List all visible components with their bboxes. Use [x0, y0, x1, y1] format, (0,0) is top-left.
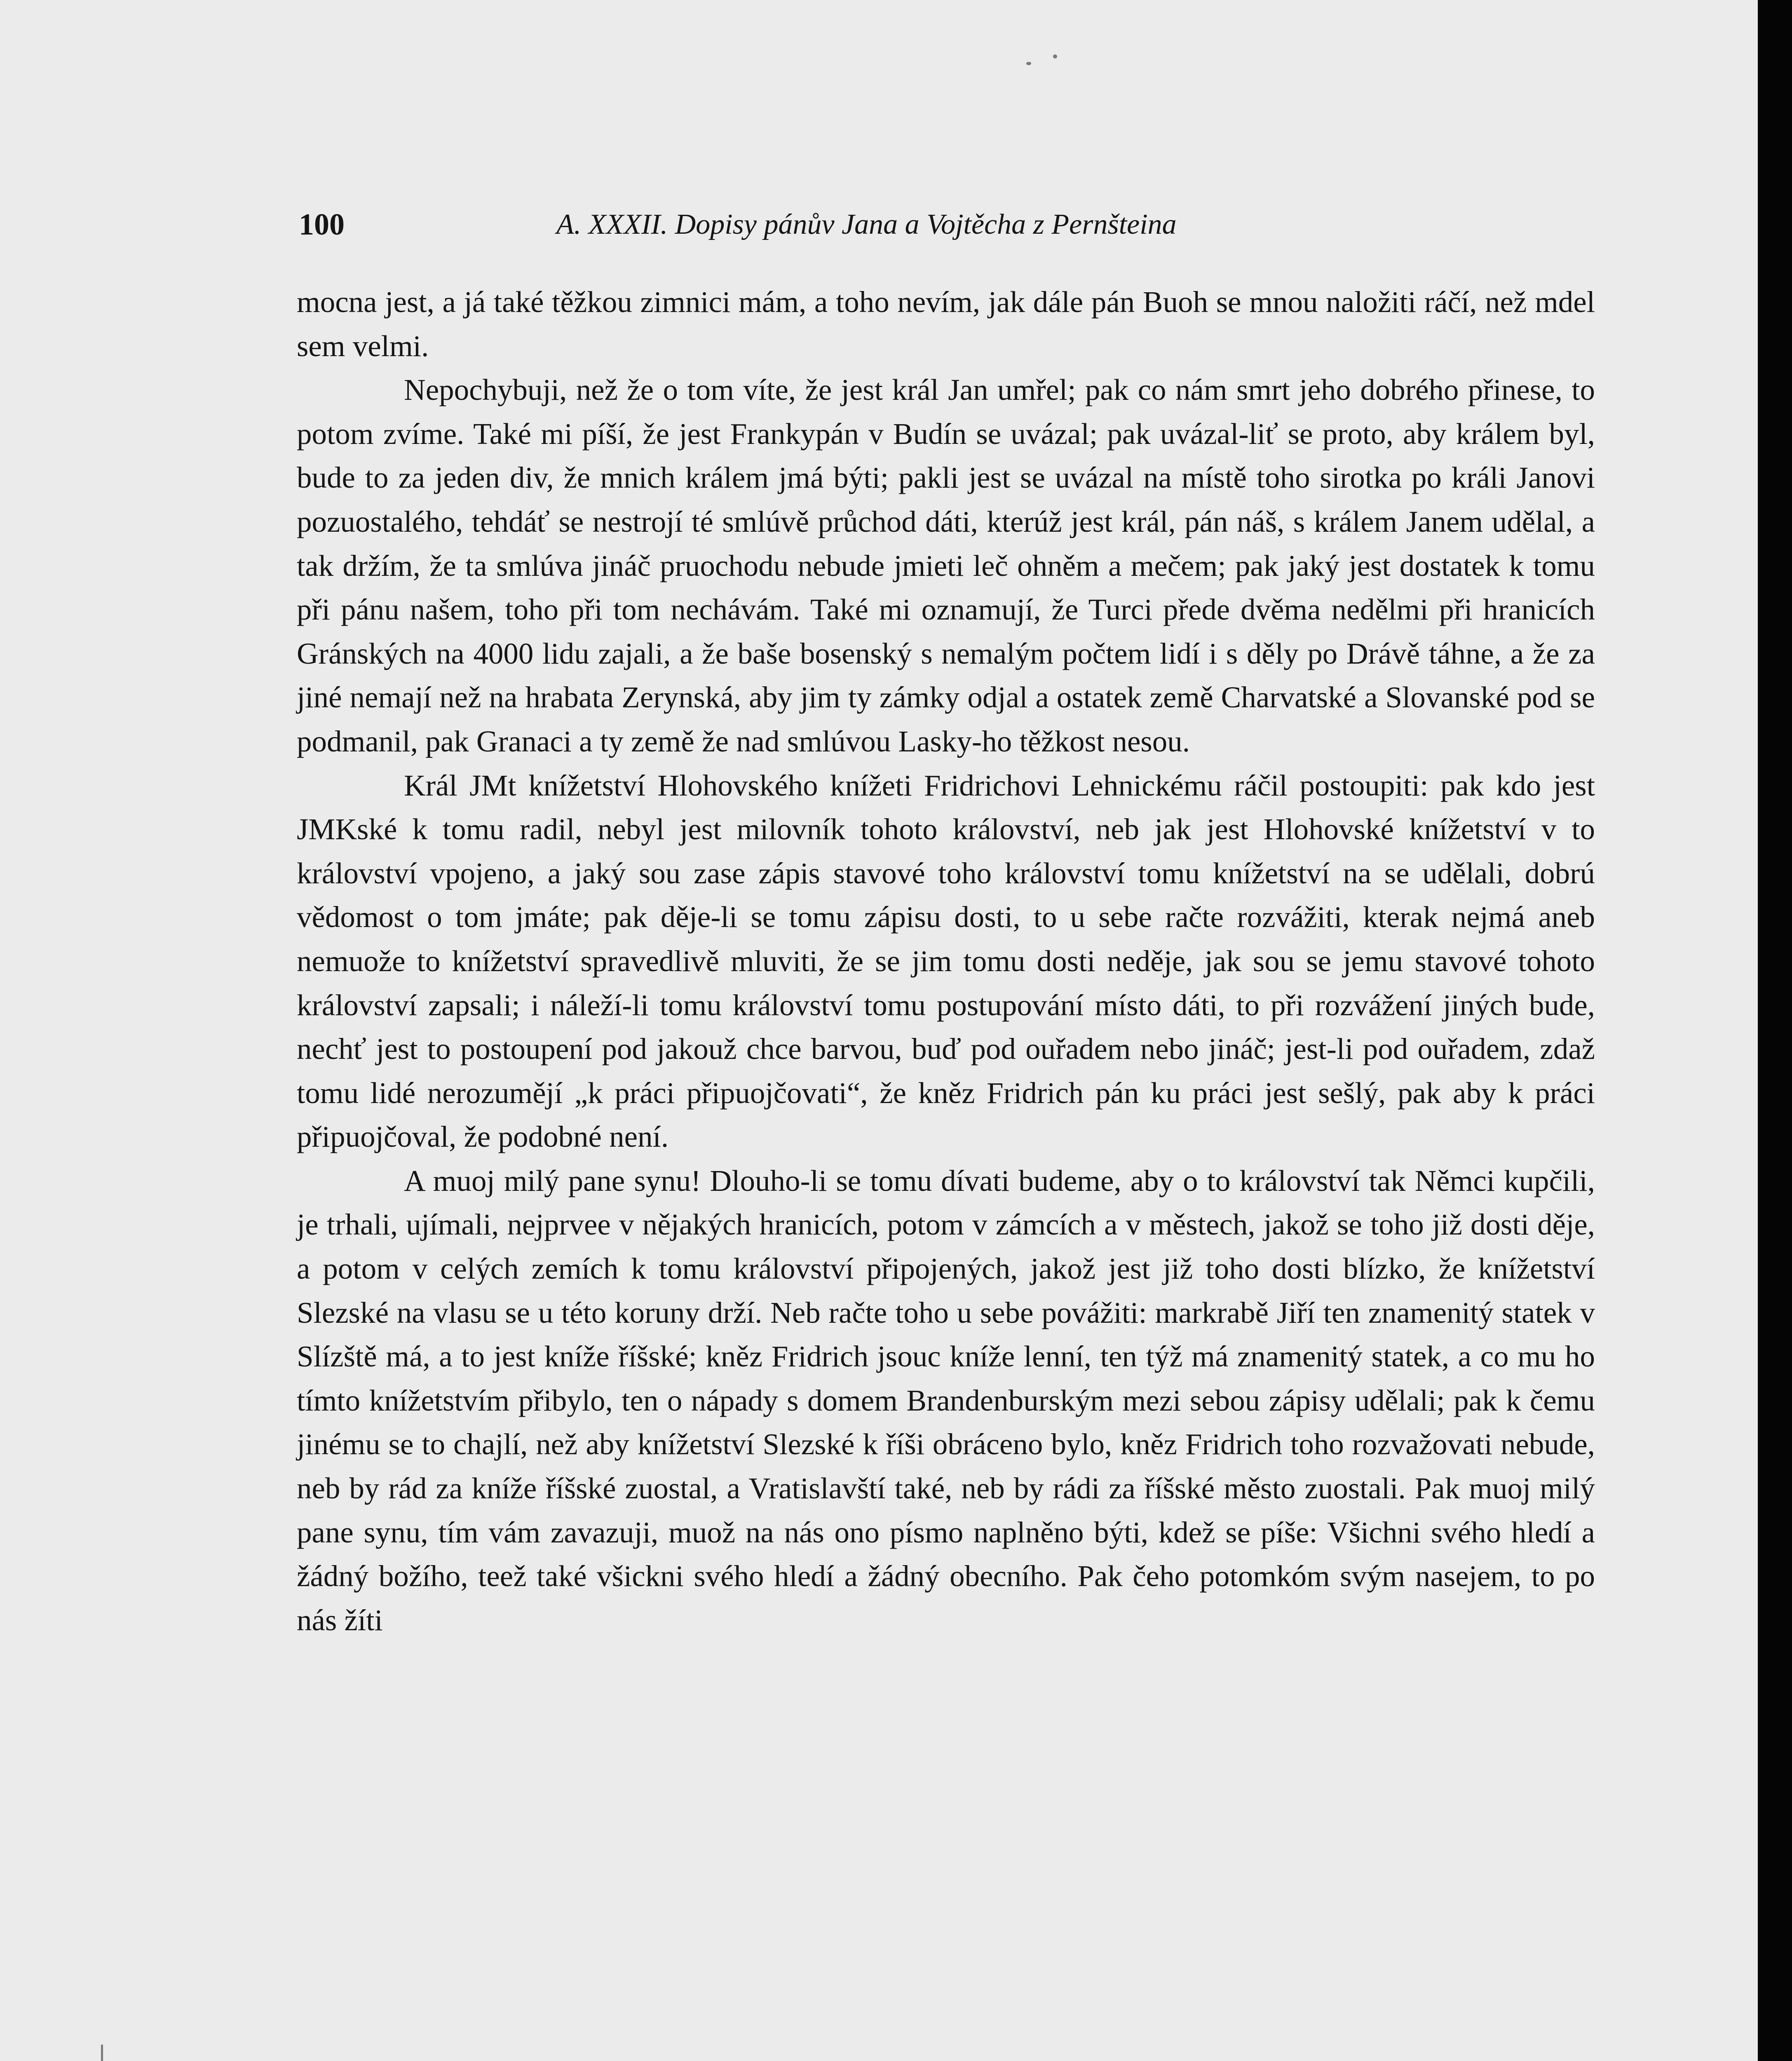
- running-header: [299, 202, 1601, 247]
- paragraph: Nepochybuji, než že o tom víte, že jest král Jan umřel; pak co nám smrt jeho dobrého přinese, to potom zvíme. Také mi píší, že jest Frankypán v Budín se uvázal; pak uvázal-liť se proto, aby králem byl, bude to za jeden div, že mnich králem jmá býti; pakli jest se uvázal na místě toho sirotka po králi Janovi pozuostalého, tehdáť se nestrojí té smlúvě průchod dáti, kterúž jest král, pán náš, s králem Janem udělal, a tak držím, že ta smlúva jináč pruochodu nebude jmieti leč ohněm a mečem; pak jaký jest dostatek k tomu při pánu našem, toho při tom nechávám. Také mi oznamují, že Turci přede dvěma nedělmi při hranicích Gránských na 4000 lidu zajali, a že baše bosenský s nemalým počtem lidí i s děly po Drávě táhne, a že za jiné nemají než na hrabata Zerynská, aby jim ty zámky odjal a ostatek země Charvatské a Slovanské pod se podmanil, pak Granaci a ty země že nad smlúvou Lasky-ho těžkost nesou.: [297, 373, 1595, 758]
- page-number: 100: [299, 208, 345, 242]
- ink-speck: [1053, 54, 1057, 59]
- paragraph: mocna jest, a já také těžkou zimnici mám, a toho nevím, jak dále pán Buoh se mnou naložiti ráčí, než mdel sem velmi.: [297, 285, 1595, 363]
- paragraph: A muoj milý pane synu! Dlouho-li se tomu dívati budeme, aby o to království tak Němci kupčili, je trhali, ujímali, nejprvee v nějakých hranicích, potom v zámcích a v městech, jakož se toho již dosti děje, a potom v celých zemích k tomu království připojených, jakož jest již toho dosti blízko, že knížetství Slezské na vlasu se u této koruny drží. Neb račte toho u sebe povážiti: markrabě Jiří ten znamenitý statek v Slízště má, a to jest kníže říšské; kněz Fridrich jsouc kníže lenní, ten týž má znamenitý statek, a co mu ho tímto knížetstvím přibylo, ten o nápady s domem Brandenburským mezi sebou zápisy udělali; pak k čemu jinému se to chajlí, než aby knížetství Slezské k říši obráceno bylo, kněz Fridrich toho rozvažovati nebude, neb by rád za kníže říšské zuostal, a Vratislavští také, neb by rádi za říšské město zuostali. Pak muoj milý pane synu, tím vám zavazuji, muož na nás ono písmo naplněno býti, kdež se píše: Všichni svého hledí a žádný božího, teež také všickni svého hledí a žádný obecního. Pak čeho potomkóm svým nasejem, to po nás žíti: [297, 1164, 1595, 1637]
- ink-speck: [1026, 62, 1031, 65]
- paragraph: Král JMt knížetství Hlohovského knížeti Fridrichovi Lehnickému ráčil postoupiti: pak kdo jest JMKské k tomu radil, nebyl jest milovník tohoto království, neb jak jest Hlohovské knížetství v to království vpojeno, a jaký sou zase zápis stavové toho království tomu knížetství na se udělali, dobrú vědomost o tom jmáte; pak děje-li se tomu zápisu dosti, to u sebe račte rozvážiti, kterak nejmá aneb nemuože to knížetství spravedlivě mluviti, že se jim tomu dosti neděje, jak sou se jemu stavové tohoto království zapsali; i náleží-li tomu království tomu postupování místo dáti, to při rozvážení jiných bude, nechť jest to postoupení pod jakouž chce barvou, buď pod ouřadem nebo jináč; jest-li pod ouřadem, zdaž tomu lidé nerozumějí „k práci připuojčovati“, že kněz Fridrich pán ku práci jest sešlý, pak aby k práci připuojčoval, že podobné není.: [297, 768, 1595, 1154]
- scan-border-right: [1758, 0, 1792, 2061]
- running-title: A. XXXII. Dopisy pánův Jana a Vojtěcha z Pernšteina: [556, 209, 1177, 240]
- letter-body: [297, 280, 1595, 1642]
- ink-speck: [101, 2045, 103, 2061]
